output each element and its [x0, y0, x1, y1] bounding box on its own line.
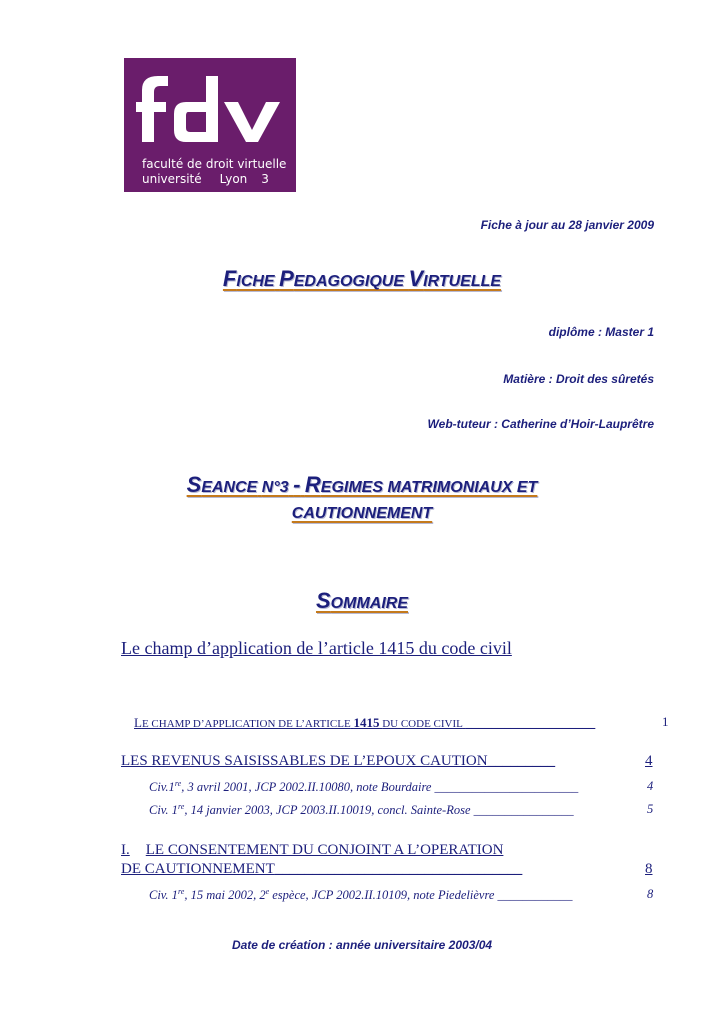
- subject-info: Matière : Droit des sûretés: [503, 372, 654, 386]
- page-title: FICHE PEDAGOGIQUE VIRTUELLE: [222, 266, 502, 291]
- toc-entry-consentement-line-2[interactable]: DE CAUTIONNEMENT_________________________________: [121, 861, 523, 877]
- toc-subentry-civ-2002[interactable]: Civ. 1re, 15 mai 2002, 2e espèce, JCP 2002.II.10109, note Piedelièvre ____________: [149, 887, 573, 903]
- toc-page-2a: 4: [647, 779, 654, 793]
- logo-line-2: université Lyon 3: [142, 172, 269, 186]
- update-date: Fiche à jour au 28 janvier 2009: [480, 218, 654, 232]
- toc-page-2b: 5: [647, 802, 654, 816]
- toc-page-3a: 8: [647, 887, 654, 901]
- toc-entry-champ-application[interactable]: LE CHAMP D’APPLICATION DE L’ARTICLE 1415 DU CODE CIVIL ____________________: [134, 715, 596, 730]
- intro-link[interactable]: Le champ d’application de l’article 1415 du code civil: [121, 638, 512, 658]
- diploma-info: diplôme : Master 1: [548, 325, 654, 339]
- tutor-info: Web-tuteur : Catherine d’Hoir-Lauprêtre: [427, 417, 654, 431]
- session-title-line-2: CAUTIONNEMENT: [291, 505, 433, 522]
- session-title: SEANCE N°3 - REGIMES MATRIMONIAUX ET: [186, 472, 538, 497]
- summary-heading: SOMMAIRE: [315, 588, 408, 613]
- toc-entry-revenus[interactable]: LES REVENUS SAISISSABLES DE L’EPOUX CAUTION_________: [121, 753, 556, 769]
- logo-line-1: faculté de droit virtuelle: [142, 157, 287, 171]
- toc-subentry-civ-2001[interactable]: Civ.1re, 3 avril 2001, JCP 2002.II.10080, note Bourdaire _______________________: [149, 779, 579, 795]
- toc-page-3: 8: [645, 861, 653, 877]
- toc-page-1: 1: [662, 714, 669, 729]
- toc-page-2: 4: [645, 753, 653, 769]
- faculty-logo: [124, 58, 296, 192]
- creation-date: Date de création : année universitaire 2003/04: [231, 938, 493, 952]
- toc-entry-consentement[interactable]: I. LE CONSENTEMENT DU CONJOINT A L’OPERATION: [121, 842, 504, 858]
- toc-subentry-civ-2003[interactable]: Civ. 1re, 14 janvier 2003, JCP 2003.II.10019, concl. Sainte-Rose ________________: [149, 802, 574, 818]
